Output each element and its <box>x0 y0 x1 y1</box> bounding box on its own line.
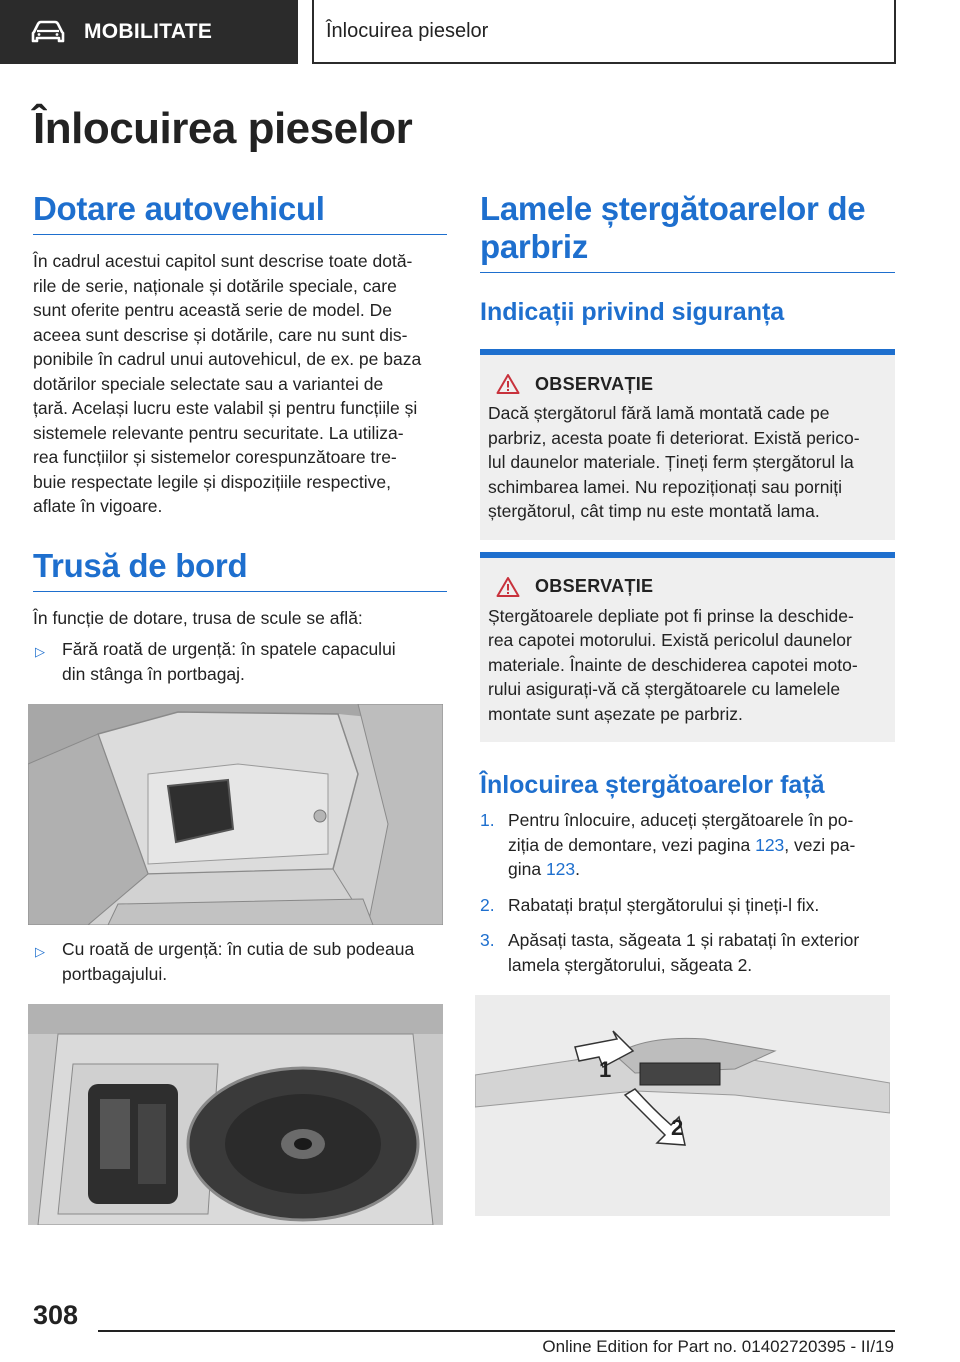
text-span: gina <box>508 859 546 879</box>
heading-line: Lamele ștergătoarelor de <box>480 190 866 227</box>
chapter-label: Înlocuirea pieselor <box>312 0 896 64</box>
heading-safety: Indicații privind siguranța <box>480 298 785 326</box>
text-span: . <box>575 859 581 879</box>
figure-label: 2 <box>671 1115 684 1140</box>
text-line: Dacă ștergătorul fără lamă montată cade pe <box>488 403 830 423</box>
notice-label: OBSERVAȚIE <box>535 576 654 596</box>
list-item <box>480 928 895 977</box>
text-line: Cu roată de urgență: în cutia de sub podeaua <box>62 939 415 959</box>
left-column <box>33 190 447 1225</box>
trunk-side-panel-photo <box>28 704 443 925</box>
text-line: lul daunelor materiale. Țineți ferm ștergătorul la <box>488 452 854 472</box>
list-item <box>480 808 895 882</box>
text-line: buie respectate legile și dispozițiile respective, <box>33 471 391 492</box>
text-line <box>508 857 895 882</box>
right-column <box>480 190 895 1216</box>
text-line: dotărilor speciale selectate sau a variantei de <box>33 373 384 394</box>
heading-front-wipers: Înlocuirea ștergătoarelor față <box>480 771 825 799</box>
triangle-bullet-icon: ▷ <box>35 644 45 659</box>
section-tab <box>0 0 298 64</box>
text-span: ziția de demontare, vezi pagina <box>508 834 756 855</box>
step-number: 3. <box>480 930 495 950</box>
spare-wheel-well-photo <box>28 1004 443 1225</box>
text-line: sunt oferite pentru această serie de model. De <box>33 300 392 320</box>
text-span: , vezi pa- <box>784 834 856 855</box>
text-line: ponibile în cadrul unui autovehicul, de ex. pe baza <box>33 349 422 369</box>
text-line: aflate în vigoare. <box>33 496 163 516</box>
wiper-blade-illustration <box>475 995 890 1216</box>
list-item <box>33 937 447 986</box>
text-line: rile de serie, naționale și dotările speciale, care <box>33 275 397 296</box>
text-line: ștergătorul, cât timp nu este montată lama. <box>488 501 820 521</box>
warning-icon <box>496 576 520 598</box>
car-icon <box>30 20 66 44</box>
text-line: portbagajului. <box>62 963 168 984</box>
dotare-paragraph <box>33 249 447 519</box>
text-line: Fără roată de urgență: în spatele capacului <box>62 639 396 659</box>
notice-box <box>480 349 895 540</box>
heading-lamele <box>480 190 895 273</box>
text-line: rea capotei motorului. Există pericolul daunelor <box>488 630 852 650</box>
text-line: parbriz, acesta poate fi deteriorat. Există perico- <box>488 427 860 448</box>
text-line: Apăsați tasta, săgeata 1 și rabatați în exterior <box>508 930 860 950</box>
spare-wheel-illustration <box>28 1004 443 1225</box>
text-line <box>508 833 895 858</box>
text-line: din stânga în portbagaj. <box>62 663 245 684</box>
text-line: schimbarea lamei. Nu repoziționați sau porniți <box>488 476 843 497</box>
list-item <box>33 637 447 686</box>
text-line: Pentru înlocuire, aduceți ștergătoarele în po- <box>508 810 854 830</box>
text-line: lamela ștergătorului, săgeata 2. <box>508 954 753 975</box>
notice-header <box>488 373 887 395</box>
text-line: sistemele relevante pentru securitate. La utiliza- <box>33 422 404 443</box>
page-link[interactable]: 123 <box>545 859 576 879</box>
figure-label: 1 <box>599 1057 612 1082</box>
page-link[interactable]: 123 <box>755 834 785 855</box>
text-line: materiale. Înainte de deschiderea capotei moto- <box>488 654 858 675</box>
footer-divider <box>98 1330 895 1332</box>
text-line: aceea sunt descrise și dotările, care nu sunt dis- <box>33 324 408 345</box>
step-number: 2. <box>480 894 495 915</box>
notice-header <box>488 576 887 598</box>
trunk-photo-illustration <box>28 704 443 925</box>
page-number: 308 <box>33 1300 79 1330</box>
section-label: MOBILITATE <box>84 20 213 43</box>
edition-note: Online Edition for Part no. 01402720395 - II/19 <box>542 1337 894 1356</box>
notice-text <box>488 401 887 524</box>
warning-icon <box>496 373 520 395</box>
heading-trusa: Trusă de bord <box>33 547 447 592</box>
text-line: montate sunt așezate pe parbriz. <box>488 703 743 724</box>
step-number: 1. <box>480 810 495 830</box>
page-title: Înlocuirea pieselor <box>33 104 413 153</box>
text-line: Rabatați brațul ștergătorului și țineți-l fix. <box>508 894 820 915</box>
notice-box <box>480 552 895 743</box>
text-line: În cadrul acestui capitol sunt descrise toate dotă- <box>33 251 413 271</box>
heading-dotare: Dotare autovehicul <box>33 190 447 235</box>
text-line: Ștergătoarele depliate pot fi prinse la deschide- <box>488 605 854 626</box>
text-line: țară. Același lucru este valabil și pentru funcțiile și <box>33 398 418 418</box>
triangle-bullet-icon: ▷ <box>35 944 45 959</box>
list-item <box>480 893 895 918</box>
notice-label: OBSERVAȚIE <box>535 373 654 394</box>
notice-text <box>488 604 887 727</box>
wiper-figure <box>475 995 890 1216</box>
text-line: rea funcțiilor și sistemelor corespunzătoare tre- <box>33 447 397 467</box>
page-header <box>0 0 960 66</box>
text-line: rului asigurați-vă că ștergătoarele cu lamelele <box>488 679 841 699</box>
trusa-intro: În funcție de dotare, trusa de scule se află: <box>33 607 363 628</box>
heading-line: parbriz <box>480 228 588 265</box>
